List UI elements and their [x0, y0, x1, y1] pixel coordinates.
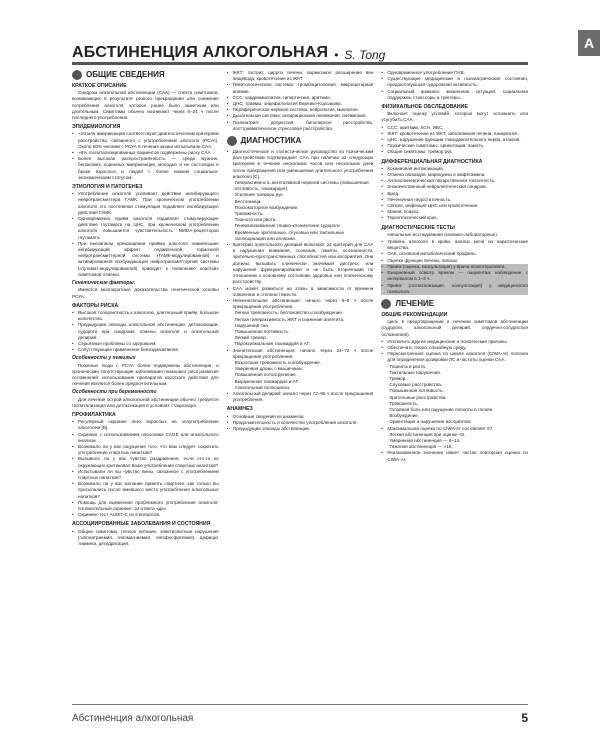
list-item: • Печеночная недостаточность.	[381, 197, 528, 203]
list-item: Тревожность.	[234, 211, 264, 217]
list-item: • ЦНС: нарушение функции глазодвигательного нерва, атаксия.	[381, 137, 528, 143]
list-item: • Антихолинергическая лекарственная токсичность.	[381, 178, 528, 184]
list-item: • Возникало ли у вас ощущение того, что вам следует сократить употребление спиртных напитков?	[72, 444, 219, 456]
list-item: • Общие симптомы, плохое питание, электролитные нарушения (гипонатриемия, гипомагниемия, гипофосфатемия), дефицит тиамина, дегидратация.	[72, 529, 219, 548]
subheading: ДИАГНОСТИЧЕСКИЕ ТЕСТЫ	[381, 224, 455, 231]
subheading: АНАМНЕЗ	[226, 406, 253, 413]
list-item: • Употребление алкоголя усиливает действие ингибирующего нейротрансмиттера ГАМК. При хроническом употреблении алкоголя это постоянная стимуляция подавляет ингибирующее действие ГАМК.	[72, 191, 219, 216]
list-item: Бессонница.	[234, 198, 262, 204]
list-item: Головная боль или ощущение полноты в голове.	[389, 406, 494, 412]
list-item: • Оценки функции печени, липазы.	[381, 258, 528, 264]
section-header-treatment	[381, 299, 528, 309]
list-item: Тактильные нарушения.	[389, 369, 441, 375]
list-item: • Помощь для выявления проблемного употребления алкоголя; положительный скрининг: ≥2 ответа «да».	[72, 500, 219, 512]
list-item: • ЖКТ: гастрит, цирроз печени, варикозное расширение вен пищевода, кровотечение из ЖКТ.	[227, 70, 374, 82]
list-item: Алкогольный галлюциноз.	[234, 384, 291, 390]
list-item: • Испытывали ли вы чувство вины, связанное с употреблением спиртных напитков?	[72, 469, 219, 481]
list-item: • Кокаиновая интоксикация.	[381, 166, 528, 172]
list-item: • Незначительная абстиненция: начало через 6–8 ч после прекращения употребления.	[227, 298, 374, 310]
list-item: Повышенная потливость.	[389, 388, 444, 394]
list-item: • Продолжительность и количество употребления алкоголя.	[227, 420, 374, 426]
subheading: ЭПИДЕМИОЛОГИЯ	[72, 124, 121, 131]
subheading: ПРОФИЛАКТИКА	[72, 411, 116, 418]
list-item: • Одновременное употребление ПАВ.	[381, 70, 528, 76]
paragraph: Начальные исследования (клинико-лабораторные).	[387, 231, 499, 237]
list-item: • ССС: аритмии, ХСН, ИБС.	[381, 125, 528, 131]
paragraph: Имеются многократные доказательства генетической основы РСУА.	[72, 287, 219, 299]
list-item: Тяжелая абстиненция — >15.	[389, 444, 453, 450]
list-item: Умеренная абстиненция — 8–14.	[389, 437, 461, 443]
list-item: • ~18 млн американцев соответствуют диагностическим критериям расстройства, связанного с употреблением алкоголя (РСУА). Около 50% человек с РСУА в течение жизни испытывали САА.	[72, 131, 219, 150]
column-2	[227, 70, 374, 700]
list-item: • Гематологическая система: тромбоцитопения, макроцитарная анемия.	[227, 82, 374, 94]
footer-title: Абстиненция алкогольная	[72, 712, 194, 724]
list-item: • Основные сведения из анамнеза.	[227, 414, 374, 420]
list-item: Усиление тремора рук.	[234, 192, 284, 198]
list-item: Пароксизмальная тахикардия и АГ.	[234, 341, 311, 347]
list-item: • Бред.	[381, 191, 528, 197]
list-item: • Отмена опиоидов, марихуаны и амфетамина.	[381, 172, 528, 178]
list-item: • Одновременно приём алкоголя подавляет стимулирующее действие глутамата на ЦНС, при хроническом употреблении алкоголя повышается чувствительность NMDA-рецепторов глутамата.	[72, 216, 219, 241]
subheading: ОБЩИЕ РЕКОМЕНДАЦИИ	[381, 311, 448, 318]
subheading: Особенности при беременности	[72, 389, 157, 396]
list-item: Повышенная потливость.	[234, 328, 290, 334]
section-tab: A	[578, 30, 600, 56]
list-item: • Мания, психоз.	[381, 209, 528, 215]
paragraph: Пожилые люди с РСУА более подвержены абстиненции, а хронические сопутствующие заболевания повышают риск развития осложнений; использование препаратов короткого действия для лечения является более предпочтительным.	[72, 362, 219, 387]
list-item: Тошнота или рвота.	[234, 217, 277, 223]
list-item: • Периферическая нервная система: нейропатия, миопатия.	[227, 107, 374, 113]
subheading: Генетические факторы:	[72, 280, 136, 287]
list-item: • Психиатрия: депрессия, биполярное расстройство, посттравматическое стрессовое расстройство.	[227, 120, 374, 132]
list-item: • ~8% госпитализированных пациентов подвержены риску САА.	[72, 150, 219, 156]
list-item: • Уровень алкоголя в крови, анализ мочи на наркотические вещества.	[381, 239, 528, 251]
list-item: Временные зрительные, слуховые или тактильные галлюцинации или иллюзии.	[234, 229, 345, 241]
list-item: • Значительная абстиненция: начало через 24–72 ч после прекращения употребления.	[227, 348, 374, 360]
subheading: КРАТКОЕ ОПИСАНИЕ	[72, 83, 127, 89]
list-item: • Сепсис, инфекция ЦНС или кровотечение.	[381, 203, 528, 209]
list-item: • Социальный анамнез: жизненная ситуация, социальная поддержка, стрессоры и триггеры.	[381, 89, 528, 101]
column-3	[381, 70, 528, 700]
author: S. Tong	[344, 48, 386, 62]
list-item: Тошнота и рвота.	[389, 363, 427, 369]
highlighted-item: • Приём (оценка, консультация) у врача-психотерапевта.	[381, 264, 528, 270]
list-item: • ЦНС: травмы, энцефалопатия Вернике-Корсакова.	[227, 101, 374, 107]
section-header-general	[72, 70, 219, 80]
list-item: • Регулярный скрининг всех взрослых на злоупотребление алкоголем [B].	[72, 419, 219, 431]
list-item: Гиперактивность вегетативной нервной системы (повышенная потливость, тахикардия).	[234, 180, 369, 192]
list-item: Возбуждение.	[389, 413, 420, 419]
subheading: ДИФФЕРЕНЦИАЛЬНАЯ ДИАГНОСТИКА	[381, 158, 483, 165]
list-item: Генерализованные тонико-клонические судороги.	[234, 223, 341, 229]
list-item: • Вызывало ли у вас чувство раздражения, если кто-то из окружающих критиковал ваше употребление спиртных напитков?	[72, 456, 219, 468]
list-item: • Обеспечить тихую, спокойную среду.	[381, 345, 528, 351]
paragraph: Включает оценку условий, которые могут осложнить или усугубить САА.	[381, 111, 529, 123]
subheading: АССОЦИИРОВАННЫЕ ЗАБОЛЕВАНИЯ И СОСТОЯНИЯ	[72, 521, 211, 528]
paragraph: Для лечения острой алкогольной абстиненции обычно требуется госпитализация или детоксикация в условиях стационара.	[72, 396, 219, 408]
list-item: • Скрининг-тест AUDIT-C из 3 вопросов.	[72, 512, 219, 518]
stethoscope-icon	[227, 136, 237, 146]
list-item: Ориентация и нарушение восприятия.	[389, 419, 472, 425]
list-item: • ОАК, основной метаболический профиль.	[381, 251, 528, 257]
list-item: • Скрининг с использованием опросника CAGE или алкогольного анализа.	[72, 432, 219, 444]
page-footer	[72, 704, 528, 731]
column-1	[72, 70, 219, 700]
list-item: • Тиреотоксический криз.	[381, 215, 528, 221]
list-item: • Сопутствующее применение бензодиазепинов.	[72, 347, 219, 353]
highlighted-item: • Ежедневный осмотр врачом — пациентам наблюдение с интервалом в 1–2 ч.	[381, 270, 528, 282]
page-title: АБСТИНЕНЦИЯ АЛКОГОЛЬНАЯ	[72, 44, 329, 61]
section-header-diagnostics	[227, 136, 374, 146]
list-item: • Предыдущие эпизоды абстиненции.	[227, 426, 374, 432]
paragraph: Синдром алкогольной абстиненции (САА) — спектр симптомов, возникающих в результате резкого прекращения или снижения потребления алкоголя, которое ранее было заметным или длительным. Симптомы обычно возникают через 6–24 ч после последнего употребления.	[72, 90, 219, 121]
list-item: Легкая тревожность, беспокойство и возбуждение.	[234, 310, 344, 316]
list-item: Выраженная тахикардия и АГ.	[234, 378, 299, 384]
paragraph: Цель в предотвращении и лечении симптомов абстиненции (судороги, алкогольный делирий, сердечно-сосудистые осложнения).	[381, 319, 529, 337]
treatment-icon	[381, 299, 391, 309]
list-item: • Максимальная оценка по CIWA-Ar составляет 67.	[381, 426, 528, 432]
list-item: Нарушения сна.	[234, 322, 270, 328]
list-item: • ССС: кардиомиопатия, гипертензия, аритмии.	[227, 95, 374, 101]
highlighted-item: • Приём (госпитализация, консультация) у медицинского психолога.	[381, 283, 528, 295]
list-item: • Диагностическое и статистическое руководство по психическим расстройствам подтверждает САА при наличии ≥2 следующих критериев в течение нескольких часов или нескольких дней после прекращения или уменьшения длительного употребления алкоголя [C].	[227, 149, 374, 180]
list-item: • Существующие медицинские и психиатрические состояния, предшествующая судорожная активность.	[381, 76, 528, 88]
list-item: • Критерии алкогольного делирия включают ≥2 критерия для САА и нарушения внимания, сознания, памяти, осознанности, зрительно-пространственных способностей или восприятия. Они должны вызывать клинически значимый дистресс или нарушения функционирования и не быть вторичными по отношению к основному состоянию здоровья или психическому расстройству.	[227, 242, 374, 285]
list-item: • При внезапном прекращении приёма алкоголя наименьшие ингибирующий эффект подавленной тормозной нейротрансмиттерной системы (ГАМК-модулированной) и активированной возбуждающей нейротрансмиттерной системы (глутамат-модулированной) приводят к появлению коротких симптомов отмены.	[72, 241, 219, 278]
list-item: Умеренная дрожь с мышечным.	[234, 366, 303, 372]
list-item: Легкая абстиненция при оценке <8.	[389, 431, 466, 437]
list-item: • Пересмотренная оценка по шкале алкоголя (CIWA-Ar) полезна для определения дозировки ЛС и частоты оценки САА.	[381, 351, 528, 363]
list-item: • Исключить другие медицинские и психические причины.	[381, 339, 528, 345]
list-item: • Общие симптомы: тремор рук.	[381, 149, 528, 155]
info-icon	[72, 70, 82, 80]
list-item: Тревожность.	[389, 400, 419, 406]
section-title: ДИАГНОСТИКА	[240, 135, 302, 145]
list-item: • Более высокая распространённость — среди мужчин, белокожих, коренных американцев, молодых и не состоящих в браке взрослых и людей с более низким социально-экономическим статусом.	[72, 156, 219, 181]
list-item: Зрительные расстройства.	[389, 394, 447, 400]
list-item: Возросшая тревожность и возбуждение.	[234, 359, 322, 365]
list-item: • Высокая толерантность к алкоголю, длительный приём, большое количество.	[72, 310, 219, 322]
page-body	[72, 70, 528, 700]
list-item: • Предыдущие эпизоды алкогольной абстиненции, детоксикации, судороги при синдроме отмены алкоголя и алкогольный делирий.	[72, 322, 219, 341]
list-item: • Возникало ли у вас желание принять спиртное, как только вы просыпались после имевшего место употребления алкогольных напитков?	[72, 481, 219, 500]
list-item: • Дыхательная система: аспирационная пневмония, пневмония.	[227, 113, 374, 119]
list-item: Повышенная потоотделение.	[234, 372, 298, 378]
section-title: ОБЩИЕ СВЕДЕНИЯ	[86, 70, 165, 79]
subheading: ФИЗИКАЛЬНОЕ ОБСЛЕДОВАНИЕ	[381, 104, 468, 111]
list-item: • Психические симптомы: ориентация, память.	[381, 143, 528, 149]
subheading: ЭТИОЛОГИЯ И ПАТОГЕНЕЗ	[72, 184, 143, 191]
list-item: • ЖКТ: кровотечение из ЖКТ, заболевания печени, панкреатит.	[381, 131, 528, 137]
list-item: • САА может развиться на этапы в зависимости от времени появления и степени тяжести.	[227, 286, 374, 298]
list-item: Слуховые расстройства.	[389, 382, 443, 388]
list-item: • Реализованное значение имеет частая повторная оценка по CIWA-Ar.	[381, 450, 528, 462]
page-number: 5	[521, 711, 528, 725]
subheading: Особенности у пожилых	[72, 355, 136, 362]
section-title: ЛЕЧЕНИЕ	[395, 298, 435, 308]
list-item: • Злокачественный нейролептический синдром.	[381, 184, 528, 190]
list-item: Тремор.	[389, 375, 407, 381]
list-item: Легкая гиперактивность ЖКТ и снижение аппетита.	[234, 316, 345, 322]
title-separator: •	[334, 48, 339, 62]
list-item: • Алкогольный делирий: начало через 72–96 ч после прекращения употребления.	[227, 391, 374, 403]
list-item: • Серьёзные проблемы со здоровьем.	[72, 341, 219, 347]
list-item: Психомоторное возбуждение.	[234, 204, 299, 210]
subheading: ФАКТОРЫ РИСКА	[72, 302, 119, 309]
list-item: Легкий тремор.	[234, 335, 268, 341]
page-header	[72, 40, 528, 65]
